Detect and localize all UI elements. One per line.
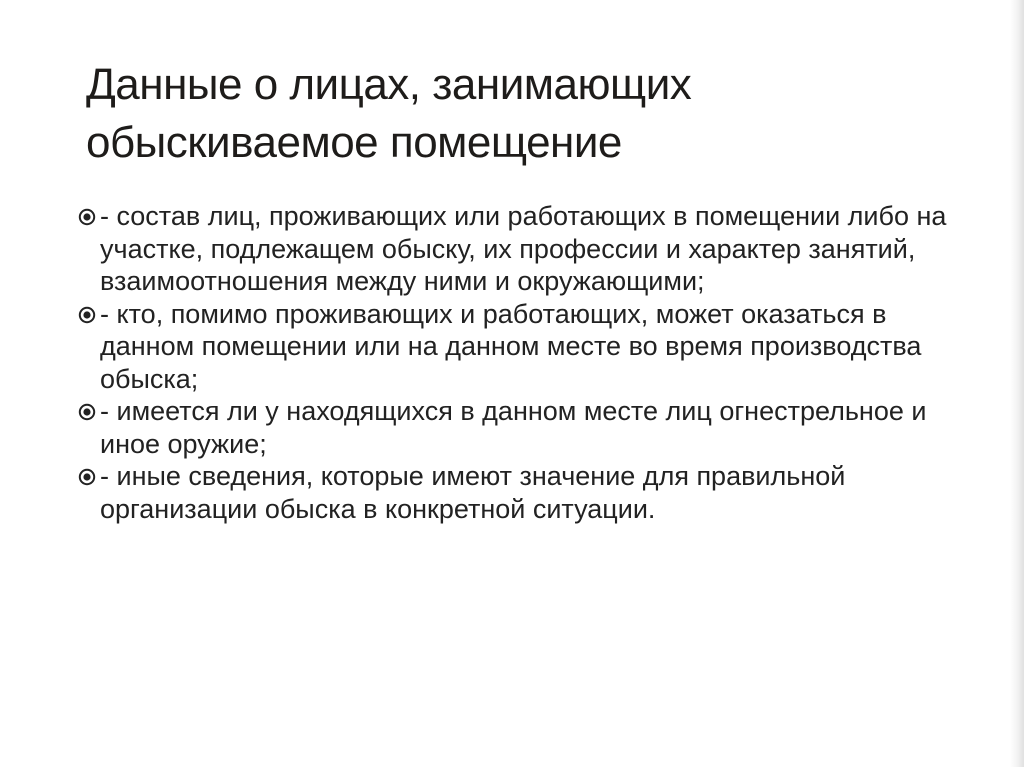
bullet-text: - кто, помимо проживающих и работающих, может оказаться в данном помещении или на данном месте во время производства обыска;	[100, 298, 922, 394]
circled-dot-icon	[78, 208, 96, 226]
bullet-list	[70, 200, 970, 525]
bullet-item	[70, 200, 970, 298]
bullet-item	[70, 395, 970, 460]
circled-dot-icon	[78, 403, 96, 421]
bullet-item	[70, 298, 970, 396]
page-edge-shadow	[1010, 0, 1024, 767]
slide-title: Данные о лицах, занимающих обыскиваемое помещение	[86, 60, 692, 167]
bullet-text: - состав лиц, проживающих или работающих в помещении либо на участке, подлежащем обыску, их профессии и характер занятий, взаимоотношения между ними и окружающими;	[100, 201, 947, 296]
circled-dot-icon	[78, 468, 96, 486]
bullet-item	[70, 460, 970, 525]
bullet-text: - иные сведения, которые имеют значение для правильной организации обыска в конкретной ситуации.	[100, 461, 846, 524]
circled-dot-icon	[78, 306, 96, 324]
bullet-text: - имеется ли у находящихся в данном месте лиц огнестрельное и иное оружие;	[100, 396, 927, 459]
